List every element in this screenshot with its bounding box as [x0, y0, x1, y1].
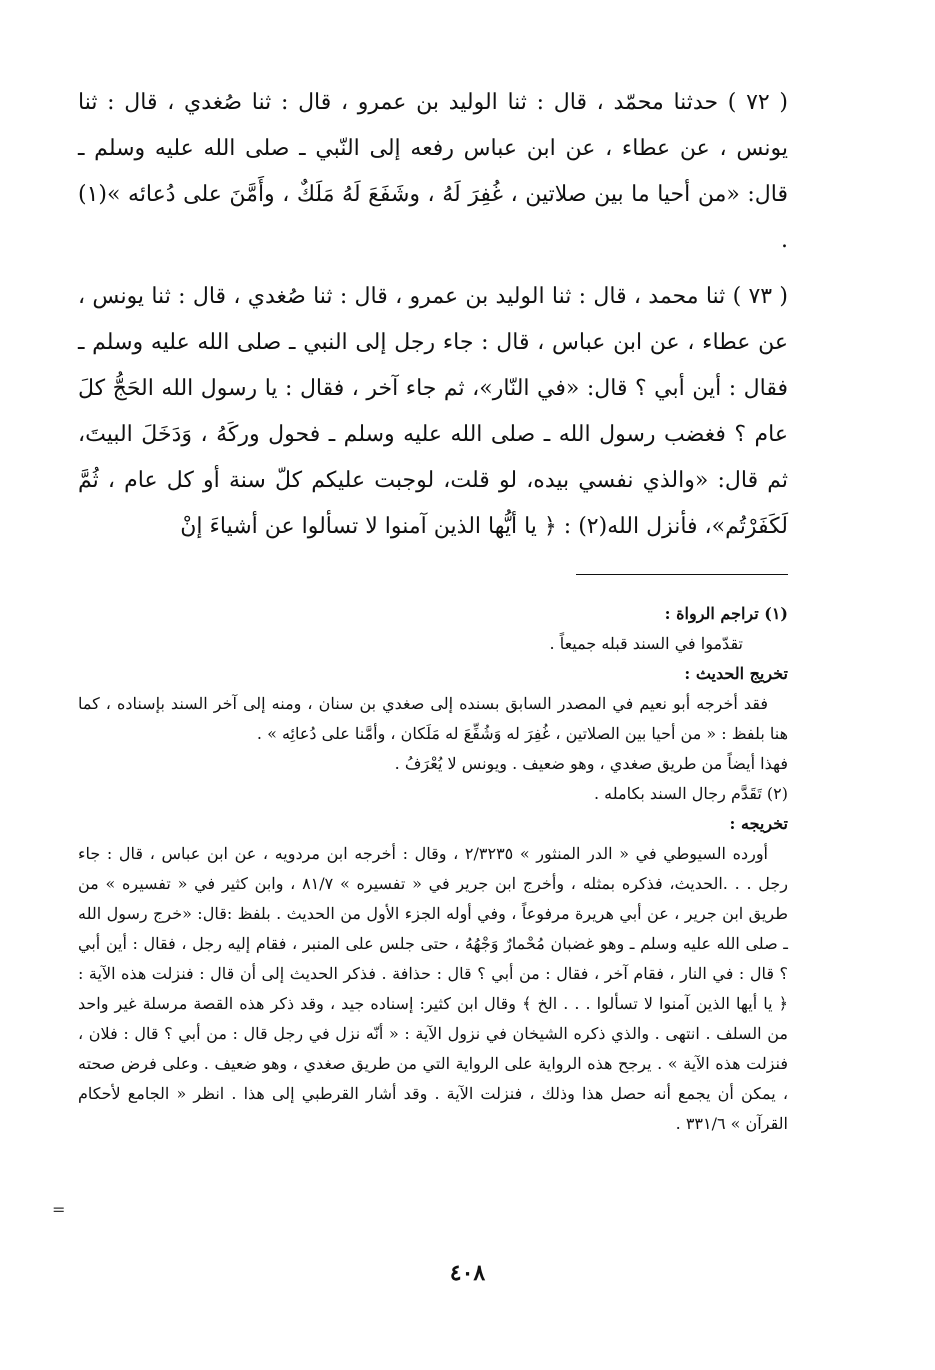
footnote-1-text: تقدّموا في السند قبله جميعاً .: [549, 634, 743, 653]
document-page: [78, 80, 788, 1340]
hadith-72: ( ٧٢ ) حدثنا محمّد ، قال : ثنا الوليد بن عمرو ، قال : ثنا صُغدي ، قال : ثنا يونس ، عن عطاء ، عن ابن عباس رفعه إلى النّبي ـ صلى الله عليه وسلم ـ قال: «من أحيا ما بين صلاتين ، غُفِرَ لَهُ ، وشَفَعَ لَهُ مَلَكٌ ، وأَمَّنَ على دُعائه »(١) .: [78, 90, 788, 253]
footnotes: [78, 599, 788, 1139]
footnote-2-heading: (٢) تَقَدَّم رجال السند بكامله .: [594, 784, 788, 803]
footnote-1-takhrij-text: فقد أخرجه أبو نعيم في المصدر السابق بسنده إلى صغدي بن سنان ، ومنه إلى آخر السند بإسناده ، كما هنا بلفظ : « من أحيا بين الصلاتين ، غُفِرَ له وَشُفِّعَ له مَلَكان ، وأمَّنا على دُعائِه » .: [78, 694, 788, 743]
main-text: [78, 80, 788, 550]
footnote-1-takhrij-heading: تخريج الحديث :: [684, 664, 788, 683]
footnote-2-takhrij-heading: تخريجه :: [729, 814, 788, 833]
footnote-separator: [576, 574, 788, 575]
footnote-1-takhrij-text-2: فهذا أيضاً من طريق صغدي ، وهو ضعيف . ويونس لا يُعْرَفُ .: [394, 754, 788, 773]
footnote-2-takhrij-text: أورده السيوطي في « الدر المنثور » ٢/٣٢٣٥ ، وقال : أخرجه ابن مردويه ، عن ابن عباس ، قال : جاء رجل . . .الحديث، فذكره بمثله ، وأخرج ابن جرير في « تفسيره » ٨١/٧ ، وابن كثير في « تفسيره » من طريق ابن جرير ، عن أبي هريرة مرفوعاً ، وفي أوله الجزء الأول من الحديث . بلفظ :قال: «خرج رسول الله ـ صلى الله عليه وسلم ـ وهو غضبان مُحْمارٌ وَجْهُهُ ، حتى جلس على المنبر ، فقام إليه رجل ، فقال : أين أبي ؟ قال : في النار ، فقام آخر ، فقال : من أبي ؟ قال : حذافة . فذكر الحديث إلى أن قال : فنزلت هذه الآية : ﴿ يا أيها الذين آمنوا لا تسألوا . . . الخ ﴾ وقال ابن كثير: إسناده جيد ، وقد ذكر هذه القصة مرسلة غير واحد من السلف . انتهى . والذي ذكره الشيخان في نزول الآية : « أنّه نزل في رجل قال : من أبي ؟ قال : فلان ، فنزلت هذه الآية » . يرجح هذه الرواية على الرواية التي من طريق صغدي ، وهو ضعيف . وعلى فرض صحته ، يمكن أن يجمع أنه حصل هذا وذلك ، فنزلت الآية . وقد أشار القرطبي إلى هذا . انظر « الجامع لأحكام القرآن » ٣٣١/٦ .: [78, 844, 788, 1133]
footnote-1-heading: (١) تراجم الرواة :: [664, 604, 788, 623]
hadith-73: ( ٧٣ ) ثنا محمد ، قال : ثنا الوليد بن عمرو ، قال : ثنا صُغدي ، قال : ثنا يونس ، عن عطاء ، عن ابن عباس ، قال : جاء رجل إلى النبي ـ صلى الله عليه وسلم ـ فقال : أين أبي ؟ قال: «في النّار»، ثم جاء آخر ، فقال : يا رسول الله الحَجُّ كلَ عام ؟ فغضب رسول الله ـ صلى الله عليه وسلم ـ فحول وركَهُ ، وَدَخَلَ البيتَ، ثم قال: «والذي نفسي بيده، لو قلت، لوجبت عليكم كلّ سنة أو كل عام ، ثُمَّ لَكَفَرْتُم»، فأنزل الله(٢) : ﴿ يا أيُّها الذين آمنوا لا تسألوا عن أشياءَ إنْ: [78, 284, 789, 539]
page-number: ٤٠٨: [449, 1260, 486, 1286]
edge-mark: =: [52, 1200, 66, 1219]
